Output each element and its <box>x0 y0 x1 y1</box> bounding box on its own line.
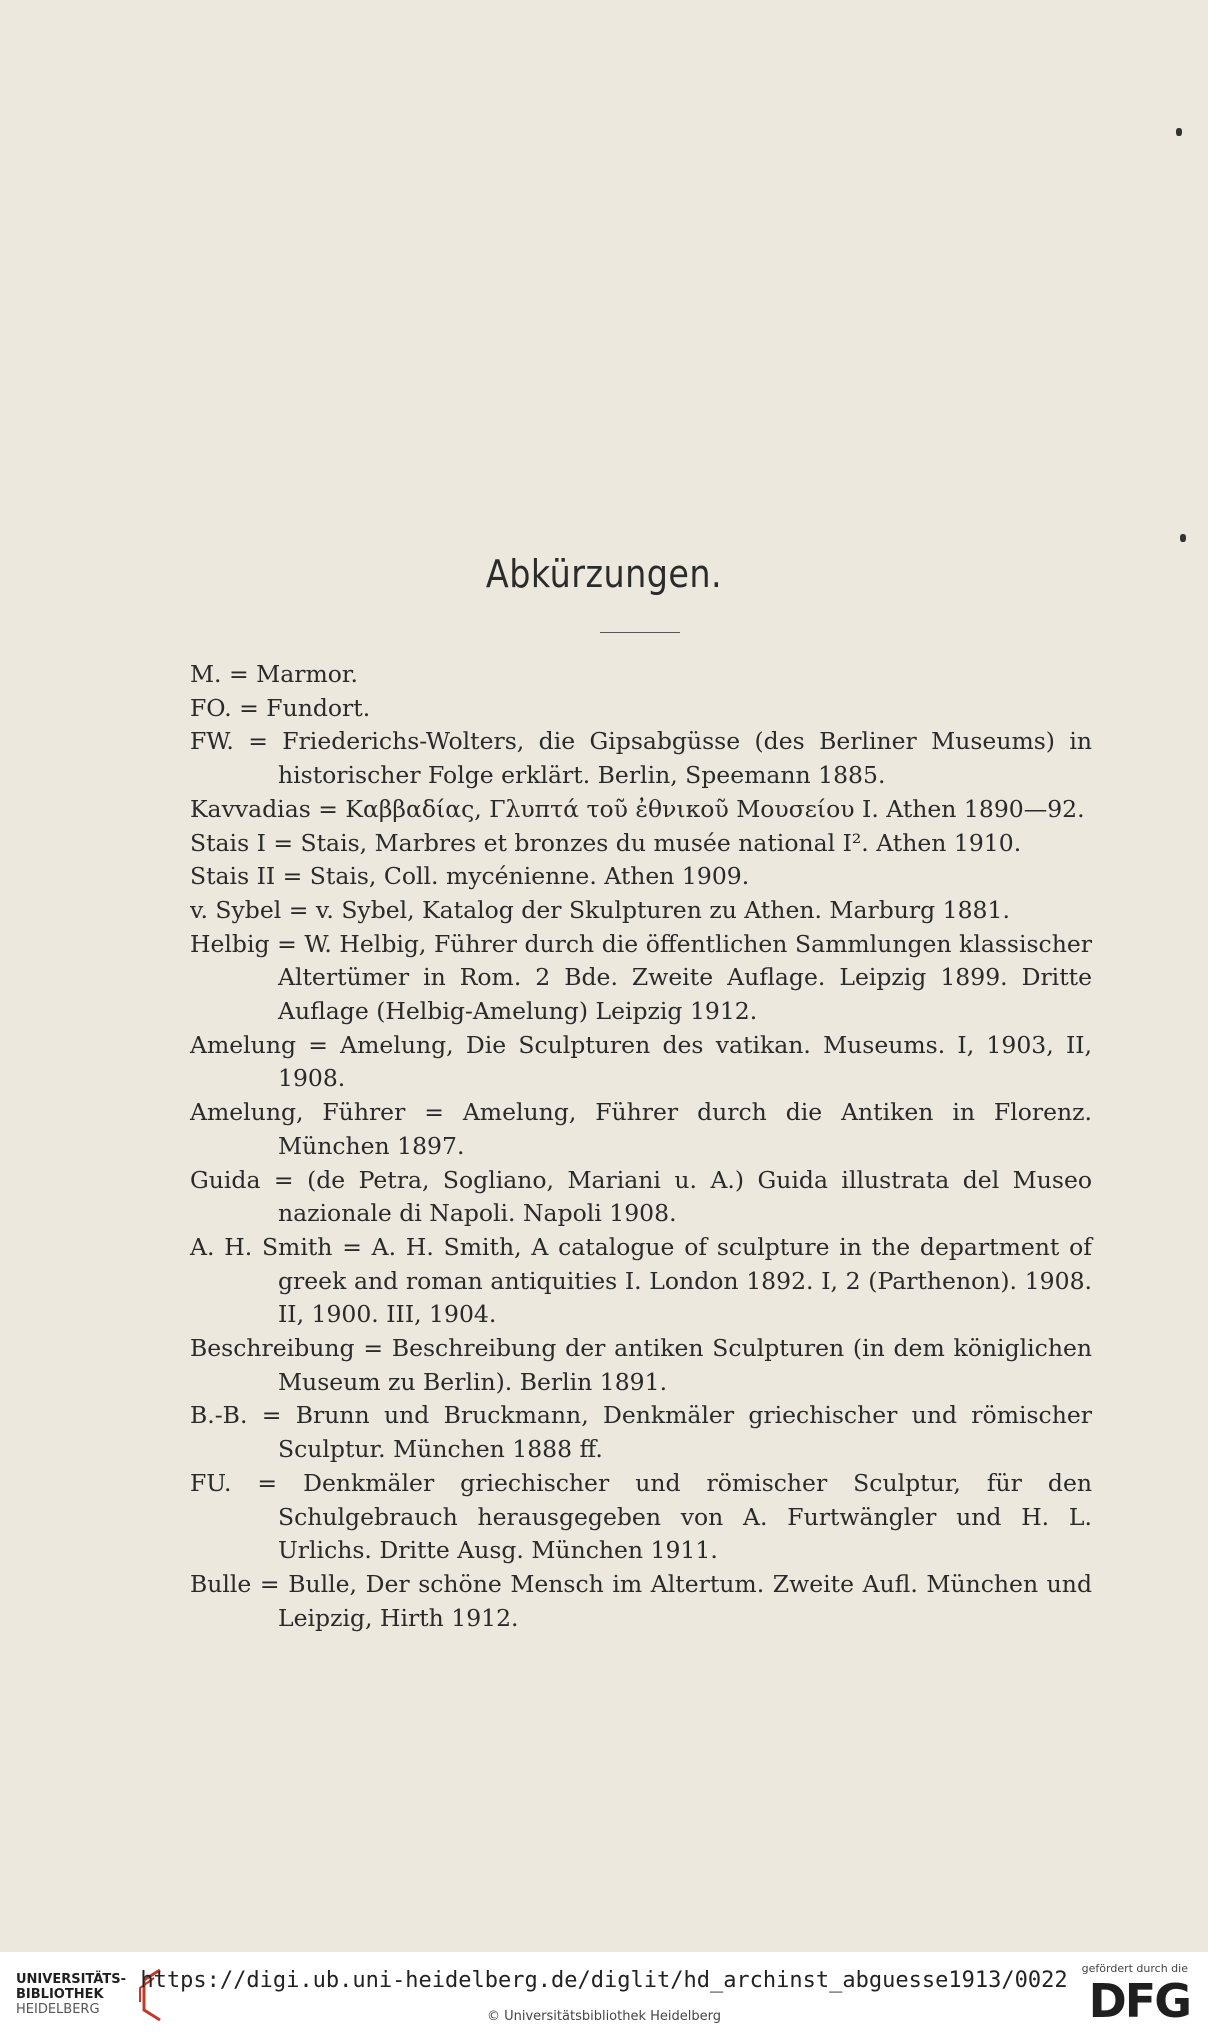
list-item: M. = Marmor. <box>190 660 359 688</box>
list-item: Amelung = Amelung, Die Sculpturen des vatikan. Museums. I, 1903, II, 1908. <box>190 1030 1092 1093</box>
list-item: Kavvadias = Καββαδίας, Γλυπτά τοῦ ἐθνικοῦ Μουσείου I. Athen 1890—92. <box>190 794 1085 823</box>
copyright-notice: © Universitätsbibliothek Heidelberg <box>486 2009 721 2024</box>
list-item: Amelung, Führer = Amelung, Führer durch die Antiken in Florenz. München 1897. <box>190 1098 1092 1160</box>
page-title: Abkürzungen. <box>485 552 723 596</box>
list-item: B.-B. = Brunn und Bruckmann, Denkmäler griechischer und römischer Sculptur. München 1888 ff. <box>190 1401 1092 1464</box>
list-item: Stais I = Stais, Marbres et bronzes du musée national I². Athen 1910. <box>190 828 1022 857</box>
dfg-logo: DFG <box>1088 1974 1190 2028</box>
list-item: FU. = Denkmäler griechischer und römischer Sculptur, für den Schulgebrauch herausgegeben von A. Furtwängler und H. L. Urlichs. Dritte Ausg. München 1911. <box>190 1468 1092 1565</box>
footer-bar <box>0 1952 1208 2042</box>
funding-caption: gefördert durch die <box>1081 1962 1188 1975</box>
abbreviation-list <box>190 658 1092 1635</box>
list-item: Guida = (de Petra, Sogliano, Mariani u. A.) Guida illustrata del Museo nazionale di Napoli. Napoli 1908. <box>190 1165 1092 1228</box>
list-item: Beschreibung = Beschreibung der antiken Sculpturen (in dem königlichen Museum zu Berlin). Berlin 1891. <box>190 1334 1092 1396</box>
list-item: Helbig = W. Helbig, Führer durch die öffentlichen Sammlungen klassischer Altertümer in Rom. 2 Bde. Zweite Auflage. Leipzig 1899. Dritte Auflage (Helbig-Amelung) Leipzig 1912. <box>190 929 1092 1026</box>
list-item: Stais II = Stais, Coll. mycénienne. Athen 1909. <box>190 862 750 891</box>
list-item: Bulle = Bulle, Der schöne Mensch im Altertum. Zweite Aufl. München und Leipzig, Hirth 1912. <box>190 1569 1092 1632</box>
logo-line: BIBLIOTHEK <box>16 1987 104 2002</box>
logo-line: HEIDELBERG <box>16 2002 100 2017</box>
edge-mark-icon <box>1176 128 1182 136</box>
edge-mark-icon <box>1180 534 1186 542</box>
list-item: FO. = Fundort. <box>190 693 371 722</box>
logo-line: UNIVERSITÄTS- <box>16 1972 126 1987</box>
list-item: FW. = Friederichs-Wolters, die Gipsabgüsse (des Berliner Museums) in historischer Folge erklärt. Berlin, Speemann 1885. <box>190 727 1092 790</box>
title-divider <box>600 632 680 633</box>
list-item: v. Sybel = v. Sybel, Katalog der Skulpturen zu Athen. Marburg 1881. <box>190 895 1010 924</box>
list-item: A. H. Smith = A. H. Smith, A catalogue of sculpture in the department of greek and roman antiquities I. London 1892. I, 2 (Parthenon). 1908. II, 1900. III, 1904. <box>190 1232 1092 1329</box>
permalink-url[interactable]: https://digi.ub.uni-heidelberg.de/diglit/hd_archinst_abguesse1913/0022 <box>140 1968 1068 1993</box>
